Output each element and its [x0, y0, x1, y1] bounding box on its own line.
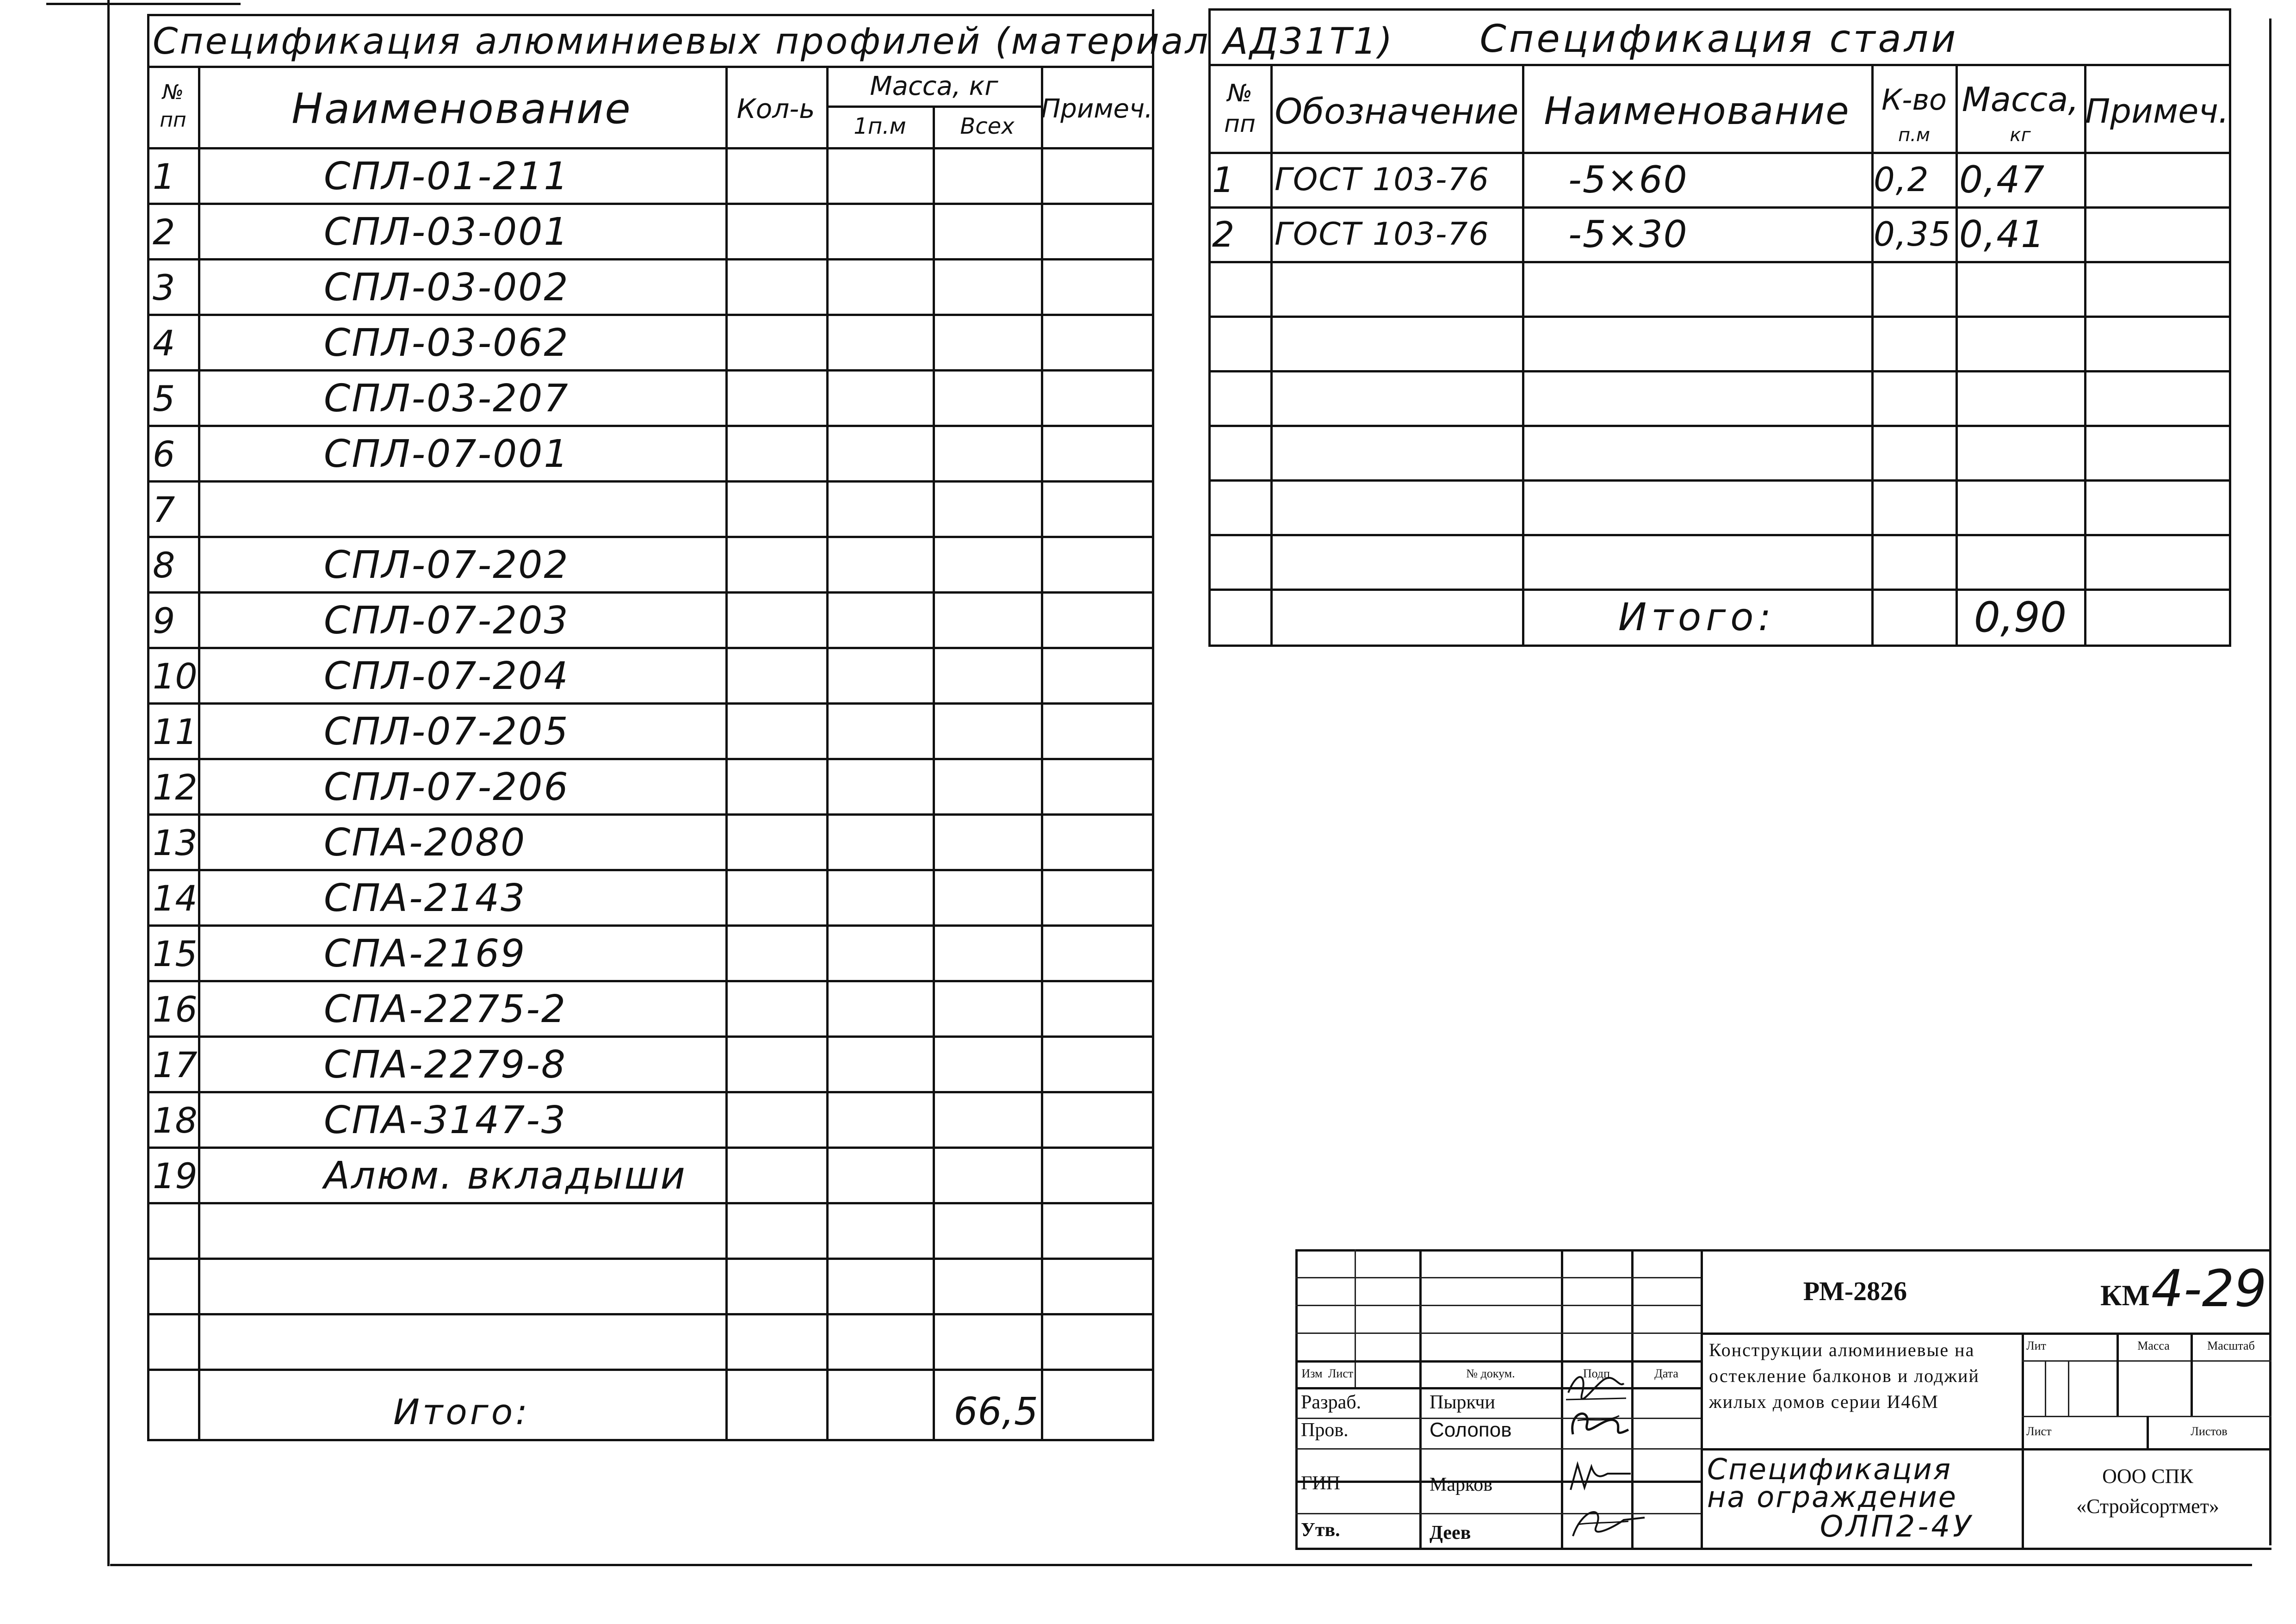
role-approver: Утв. [1301, 1519, 1340, 1541]
steel-total-value: 0,90 [1974, 593, 2067, 642]
stamp-col [1701, 1249, 1703, 1548]
col-line [933, 105, 935, 1439]
person-approver: Деев [1430, 1522, 1471, 1543]
stamp-row [1295, 1448, 1701, 1450]
row-line [147, 314, 1154, 316]
header-num: № пп [160, 81, 186, 132]
row-name: СПЛ-03-062 [324, 321, 569, 365]
stamp-col-podp: Подп [1583, 1367, 1610, 1380]
signature-checker [1564, 1402, 1633, 1448]
row-name: СПА-2279-8 [324, 1042, 567, 1087]
row-number: 12 [153, 766, 198, 808]
row-line [1208, 479, 2231, 482]
row-line [147, 480, 1154, 483]
row-line [1208, 370, 2231, 372]
row-name: СПЛ-03-002 [324, 265, 569, 310]
row-qty: 0,2 [1874, 160, 1930, 199]
row-qty: 0,35 [1874, 215, 1952, 254]
row-number: 18 [153, 1099, 198, 1141]
page-frame-top-stub [46, 3, 241, 5]
row-number: 2 [153, 211, 175, 253]
steel-header-qty: К-во [1881, 82, 1947, 117]
row-line [1208, 206, 2231, 209]
row-name: СПЛ-03-207 [324, 376, 569, 421]
page-frame-right [2269, 19, 2271, 1545]
signature-chief-engineer [1564, 1457, 1633, 1499]
header-note: Примеч. [1041, 93, 1153, 124]
row-number: 7 [153, 489, 175, 530]
steel-header-qty-unit: п.м [1898, 124, 1931, 146]
row-name: -5×60 [1568, 158, 1688, 201]
row-number: 10 [153, 655, 198, 697]
person-checker: Солопов [1430, 1419, 1512, 1441]
stamp-col-izm: Изм [1301, 1367, 1323, 1380]
row-line [147, 1369, 1154, 1371]
row-line [1208, 316, 2231, 318]
row-number: 9 [153, 600, 175, 641]
col-line [198, 66, 200, 1439]
row-line [1208, 534, 2231, 536]
sheet-code-prefix: КМ [2100, 1279, 2150, 1312]
stamp-right-row [1701, 1448, 2271, 1450]
stamp-left [1295, 1249, 1298, 1550]
col-line [725, 66, 728, 1439]
col-line [1871, 64, 1874, 647]
header-mass-total: Всех [960, 113, 1015, 139]
stamp-row [1295, 1277, 1701, 1278]
left-total-label: Итого: [393, 1391, 530, 1432]
row-line [147, 258, 1154, 260]
row-name: СПА-3147-3 [324, 1098, 567, 1142]
stamp-top [1295, 1249, 2271, 1252]
row-number: 16 [153, 988, 198, 1030]
table-header-bottom [147, 147, 1154, 149]
signature-approver [1564, 1499, 1647, 1545]
table-title-underline [1208, 64, 2231, 66]
row-number: 17 [153, 1044, 198, 1085]
org-line1: ООО СПК [2102, 1464, 2193, 1488]
row-name: СПЛ-07-206 [324, 765, 569, 809]
row-number: 19 [153, 1155, 198, 1196]
row-number: 8 [153, 544, 175, 586]
row-line [147, 1258, 1154, 1260]
row-line [147, 1313, 1154, 1315]
row-line [147, 924, 1154, 927]
row-name: СПА-2169 [324, 931, 526, 976]
row-line [147, 591, 1154, 594]
row-name: СПА-2143 [324, 876, 526, 920]
scale-label: Масштаб [2207, 1339, 2255, 1352]
row-line [1208, 425, 2231, 427]
left-total-value: 66,5 [953, 1389, 1038, 1434]
steel-header-mass-unit: кг [2010, 124, 2031, 146]
table-border-left [147, 14, 149, 1439]
role-developer: Разраб. [1301, 1392, 1362, 1413]
stamp-col [1419, 1249, 1422, 1548]
role-chief-engineer: ГИП [1301, 1473, 1340, 1494]
doc-code: РМ-2826 [1803, 1276, 1907, 1306]
table-border-top [147, 14, 1154, 16]
stamp-bottom [1295, 1548, 2271, 1550]
steel-header-name: Наименование [1544, 89, 1850, 133]
stamp-row [1295, 1305, 1701, 1306]
steel-total-label: Итого: [1618, 595, 1776, 639]
row-number: 11 [153, 711, 198, 752]
row-line [147, 1091, 1154, 1093]
row-number: 3 [153, 267, 175, 308]
row-line [147, 758, 1154, 760]
org-line2: «Стройсортмет» [2076, 1494, 2219, 1518]
row-line [147, 702, 1154, 705]
stamp-col [1355, 1249, 1356, 1388]
role-checker: Пров. [1301, 1419, 1349, 1441]
lit-label: Лит [2026, 1339, 2046, 1352]
table-bottom [147, 1439, 1154, 1441]
row-name: -5×30 [1568, 212, 1688, 256]
row-line [147, 647, 1154, 649]
row-line [147, 980, 1154, 982]
col-line [826, 66, 829, 1439]
table-header-bottom [1208, 152, 2231, 154]
col-line [2084, 64, 2086, 647]
table-bottom [1208, 645, 2231, 647]
row-line [1208, 589, 2231, 591]
steel-header-num: № пп [1224, 80, 1256, 138]
row-number: 1 [1212, 159, 1236, 200]
row-name: СПЛ-01-211 [324, 154, 569, 198]
sheets-label: Листов [2191, 1425, 2228, 1438]
mass-label: Масса [2137, 1339, 2170, 1352]
row-number: 5 [153, 378, 175, 419]
row-mass: 0,47 [1959, 158, 2046, 201]
row-name: СПА-2275-2 [324, 987, 567, 1031]
left-table-title: Спецификация алюминиевых профилей (материал АД31Т1) [153, 21, 1394, 62]
row-name [324, 484, 722, 535]
row-number: 2 [1212, 213, 1236, 255]
row-number: 13 [153, 822, 198, 863]
sheet-label: Лист [2026, 1425, 2052, 1438]
stamp-right-col [2068, 1360, 2069, 1416]
col-line [1041, 66, 1043, 1439]
row-name: СПЛ-03-001 [324, 210, 569, 254]
stamp-col [1561, 1249, 1563, 1548]
page-frame-bottom [110, 1564, 2252, 1566]
sheet-code: 4-29 [2151, 1259, 2267, 1318]
row-line [147, 1147, 1154, 1149]
steel-header-designation: Обозначение [1275, 90, 1519, 132]
row-number: 15 [153, 933, 198, 974]
stamp-right-row [2022, 1360, 2271, 1362]
steel-header-mass: Масса, [1962, 80, 2079, 119]
row-line [147, 1202, 1154, 1204]
row-number: 6 [153, 433, 175, 475]
row-name: СПЛ-07-204 [324, 654, 569, 698]
row-name: СПЛ-07-205 [324, 709, 569, 754]
row-mass: 0,41 [1959, 212, 2046, 256]
table-border-top [1208, 8, 2231, 11]
sheet-title-line3: ОЛП2-4У [1819, 1510, 1974, 1544]
steel-header-note: Примеч. [2085, 92, 2229, 130]
row-name: Алюм. вкладыши [324, 1153, 687, 1198]
row-number: 1 [153, 155, 175, 197]
header-mass-per-m: 1п.м [854, 113, 906, 139]
row-name: СПА-2080 [324, 820, 526, 865]
right-table-title: Спецификация стали [1479, 17, 1959, 61]
row-number: 4 [153, 322, 175, 364]
sheet-title-line2: на ограждение [1707, 1480, 1957, 1514]
stamp-right-col [2045, 1360, 2046, 1416]
header-qty: Кол-ь [736, 93, 815, 124]
stamp-col-ndoc: № докум. [1466, 1367, 1515, 1380]
row-name: СПЛ-07-202 [324, 543, 569, 587]
header-mass: Масса, кг [870, 71, 998, 101]
row-line [147, 536, 1154, 538]
col-line [1956, 64, 1958, 647]
row-line [147, 1035, 1154, 1038]
person-chief-engineer: Марков [1430, 1474, 1493, 1495]
row-number: 14 [153, 877, 198, 919]
table-border-right [2229, 8, 2231, 647]
row-line [1208, 261, 2231, 263]
stamp-row [1295, 1333, 1701, 1334]
stamp-col-list: Лист [1328, 1367, 1354, 1380]
header-name: Наименование [291, 84, 632, 133]
row-line [147, 869, 1154, 871]
project-description: Конструкции алюминиевые на остекление балконов и лоджий жилых домов серии И46М [1709, 1339, 1980, 1412]
row-line [147, 369, 1154, 372]
sheet-title-line1: Спецификация [1707, 1452, 1952, 1486]
stamp-col-data: Дата [1654, 1367, 1678, 1380]
row-name: СПЛ-07-203 [324, 598, 569, 643]
page-frame-left [107, 0, 110, 1566]
row-name: СПЛ-07-001 [324, 432, 569, 476]
col-line [1522, 64, 1524, 647]
person-developer: Пыркчи [1430, 1392, 1495, 1413]
col-line [1270, 64, 1273, 647]
row-line [147, 813, 1154, 816]
stamp-right-col [2022, 1333, 2024, 1548]
row-designation: ГОСТ 103-76 [1275, 161, 1490, 198]
row-line [147, 425, 1154, 427]
row-line [147, 203, 1154, 205]
table-border-right [1152, 9, 1154, 1439]
row-designation: ГОСТ 103-76 [1275, 216, 1490, 253]
